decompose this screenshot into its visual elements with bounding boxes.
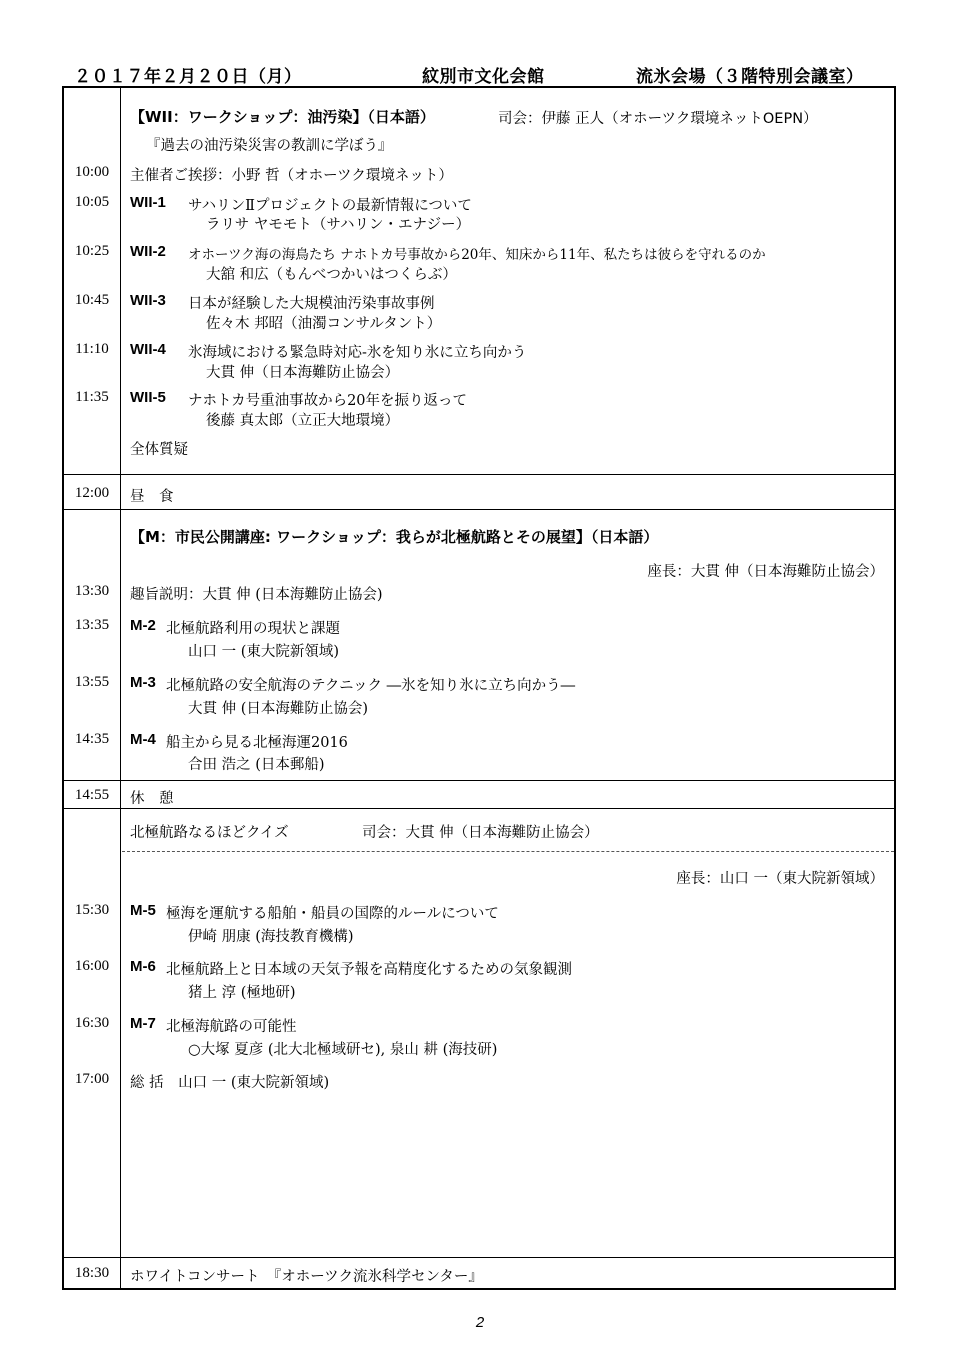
m-title: 【M：市民公開講座: ワークショップ：我らが北極航路とその展望】（日本語）: [130, 528, 659, 546]
concert-time: 18:30: [74, 1265, 110, 1281]
m-talk-title: 北極航路の安全航海のテクニック ―氷を知り氷に立ち向かう―: [166, 678, 576, 694]
ws-talk-time: 10:05: [74, 194, 110, 210]
m-talk-speaker: 大貫 伸 (日本海難防止協会): [188, 701, 369, 717]
m-talk-time: 13:55: [74, 674, 110, 690]
ws-qa: 全体質疑: [130, 442, 188, 458]
ws-talk-time: 10:45: [74, 292, 110, 308]
m2-talk-title: 極海を運航する船舶・船員の国際的ルールについて: [166, 906, 499, 922]
ws-talk-time: 11:10: [75, 341, 109, 357]
m2-talk-time: 15:30: [74, 902, 110, 918]
page-number: 2: [475, 1314, 485, 1331]
row-divider: [64, 1257, 894, 1258]
m-talk-code: M-3: [130, 674, 156, 691]
m2-talk-code: M-5: [130, 902, 156, 919]
row-divider: [64, 808, 894, 809]
ws-subtitle: 『過去の油汚染災害の教訓に学ぼう』: [146, 138, 393, 154]
ws-talk-title: ナホトカ号重油事故から20年を振り返って: [188, 393, 468, 409]
ws-talk-speaker: 佐々木 邦昭（油濁コンサルタント）: [206, 316, 442, 332]
header-room: 流氷会場（３階特別会議室）: [636, 67, 864, 87]
summary: 総 括 山口 一 (東大院新領域): [130, 1075, 330, 1091]
row-divider: [64, 474, 894, 475]
lunch-time: 12:00: [74, 485, 110, 501]
m2-talk-time: 16:30: [74, 1015, 110, 1031]
summary-time: 17:00: [74, 1071, 110, 1087]
ws-talk-time: 11:35: [75, 389, 109, 405]
time-column-divider: [120, 88, 121, 1288]
m2-talk-code: M-6: [130, 958, 156, 975]
concert-label: ホワイトコンサート 『オホーツク流氷科学センター』: [130, 1269, 483, 1285]
dashed-divider: [122, 851, 894, 852]
m2-talk-speaker: 伊崎 朋康 (海技教育機構): [188, 929, 354, 945]
ws-talk-speaker: 大舘 和広（もんべつかいはつくらぶ）: [206, 267, 457, 283]
ws-talk-title: サハリンⅡプロジェクトの最新情報について: [188, 198, 472, 214]
m-talk-time: 14:35: [74, 731, 110, 747]
ws-talk-speaker: ラリサ ヤモモト（サハリン・エナジー）: [206, 217, 471, 233]
ws-moderator: 司会：伊藤 正人（オホーツク環境ネットOEPN）: [498, 111, 818, 127]
m2-talk-time: 16:00: [74, 958, 110, 974]
m-intro-time: 13:30: [74, 583, 110, 599]
ws-talk-code: WII-5: [130, 389, 166, 406]
ws-greeting: 主催者ご挨拶：小野 哲（オホーツク環境ネット）: [130, 168, 453, 184]
ws-talk-speaker: 大貫 伸（日本海難防止協会）: [206, 365, 400, 381]
m-chair: 座長：大貫 伸（日本海難防止協会）: [647, 564, 884, 580]
break-time: 14:55: [74, 787, 110, 803]
m-talk-speaker: 合田 浩之 (日本郵船): [188, 757, 325, 773]
m-talk-time: 13:35: [74, 617, 110, 633]
ws-talk-title: 氷海域における緊急時対応-氷を知り氷に立ち向かう: [188, 345, 527, 361]
quiz-chair: 座長：山口 一（東大院新領域）: [676, 871, 884, 887]
ws-talk-title: オホーツク海の海鳥たち ナホトカ号事故から20年、知床から11年、私たちは彼らを守れるのか: [188, 247, 766, 263]
header-venue: 紋別市文化会館: [422, 67, 545, 87]
ws-greeting-time: 10:00: [74, 164, 110, 180]
m2-talk-speaker: ○大塚 夏彦 (北大北極域研セ), 泉山 耕 (海技研): [188, 1042, 498, 1058]
ws-talk-code: WII-1: [130, 194, 166, 211]
quiz-title: 北極航路なるほどクイズ: [130, 825, 289, 841]
ws-talk-code: WII-2: [130, 243, 166, 260]
ws-talk-code: WII-4: [130, 341, 166, 358]
break-label: 休 憩: [130, 791, 174, 807]
m-talk-code: M-2: [130, 617, 156, 634]
row-divider: [64, 509, 894, 510]
ws-talk-code: WII-3: [130, 292, 166, 309]
ws-title: 【WII：ワークショップ：油汚染】（日本語）: [130, 108, 435, 126]
quiz-moderator: 司会：大貫 伸（日本海難防止協会）: [362, 825, 599, 841]
row-divider: [64, 780, 894, 781]
m2-talk-title: 北極航路上と日本域の天気予報を高精度化するための気象観測: [166, 962, 572, 978]
ws-talk-title: 日本が経験した大規模油汚染事故事例: [188, 296, 435, 312]
m-talk-title: 北極航路利用の現状と課題: [166, 621, 340, 637]
m2-talk-speaker: 猪上 淳 (極地研): [188, 985, 296, 1001]
m-intro: 趣旨説明：大貫 伸 (日本海難防止協会): [130, 587, 383, 603]
m-talk-speaker: 山口 一 (東大院新領域): [188, 644, 340, 660]
header-date: ２０１７年２月２０日（月）: [74, 67, 302, 87]
ws-talk-speaker: 後藤 真太郎（立正大地環境）: [206, 413, 400, 429]
lunch-label: 昼 食: [130, 489, 174, 505]
m-talk-title: 船主から見る北極海運2016: [166, 735, 348, 751]
ws-talk-time: 10:25: [74, 243, 110, 259]
m2-talk-title: 北極海航路の可能性: [166, 1019, 297, 1035]
m-talk-code: M-4: [130, 731, 156, 748]
m2-talk-code: M-7: [130, 1015, 156, 1032]
